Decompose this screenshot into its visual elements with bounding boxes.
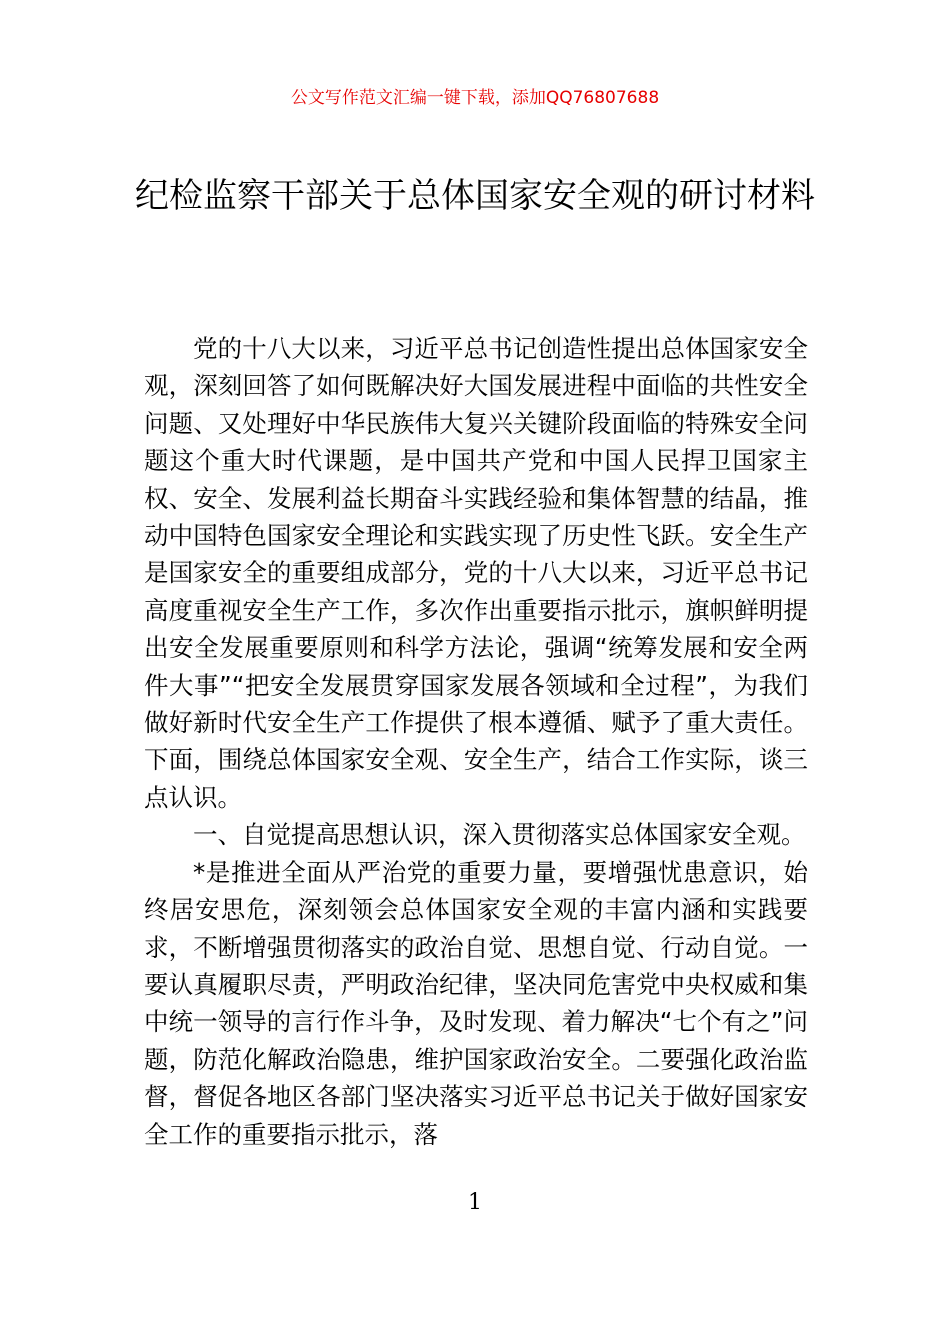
download-banner: 公文写作范文汇编一键下载，添加QQ76807688	[290, 88, 660, 108]
paragraph-section-1: *是推进全面从严治党的重要力量，要增强忧患意识，始终居安思危，深刻领会总体国家安全观的丰富内涵和实践要求，不断增强贯彻落实的政治自觉、思想自觉、行动自觉。一要认真履职尽责，严明政治纪律，坚决同危害党中央权威和集中统一领导的言行作斗争，及时发现、着力解决“七个有之”问题，防范化解政治隐患，维护国家政治安全。二要强化政治监督，督促各地区各部门坚决落实习近平总书记关于做好国家安全工作的重要指示批示，落	[144, 857, 808, 1149]
section-heading-1: 一、自觉提高思想认识，深入贯彻落实总体国家安全观。	[193, 820, 806, 850]
document-title: 纪检监察干部关于总体国家安全观的研讨材料	[135, 176, 815, 216]
document-body	[144, 330, 808, 1153]
paragraph-intro: 党的十八大以来，习近平总书记创造性提出总体国家安全观，深刻回答了如何既解决好大国发展进程中面临的共性安全问题、又处理好中华民族伟大复兴关键阶段面临的特殊安全问题这个重大时代课题，是中国共产党和中国人民捍卫国家主权、安全、发展利益长期奋斗实践经验和集体智慧的结晶，推动中国特色国家安全理论和实践实现了历史性飞跃。安全生产是国家安全的重要组成部分，党的十八大以来，习近平总书记高度重视安全生产工作，多次作出重要指示批示，旗帜鲜明提出安全发展重要原则和科学方法论，强调“统筹发展和安全两件大事”“把安全发展贯穿国家发展各领域和全过程”，为我们做好新时代安全生产工作提供了根本遵循、赋予了重大责任。下面，围绕总体国家安全观、安全生产，结合工作实际，谈三点认识。	[144, 334, 808, 812]
page-number: 1	[468, 1190, 482, 1215]
